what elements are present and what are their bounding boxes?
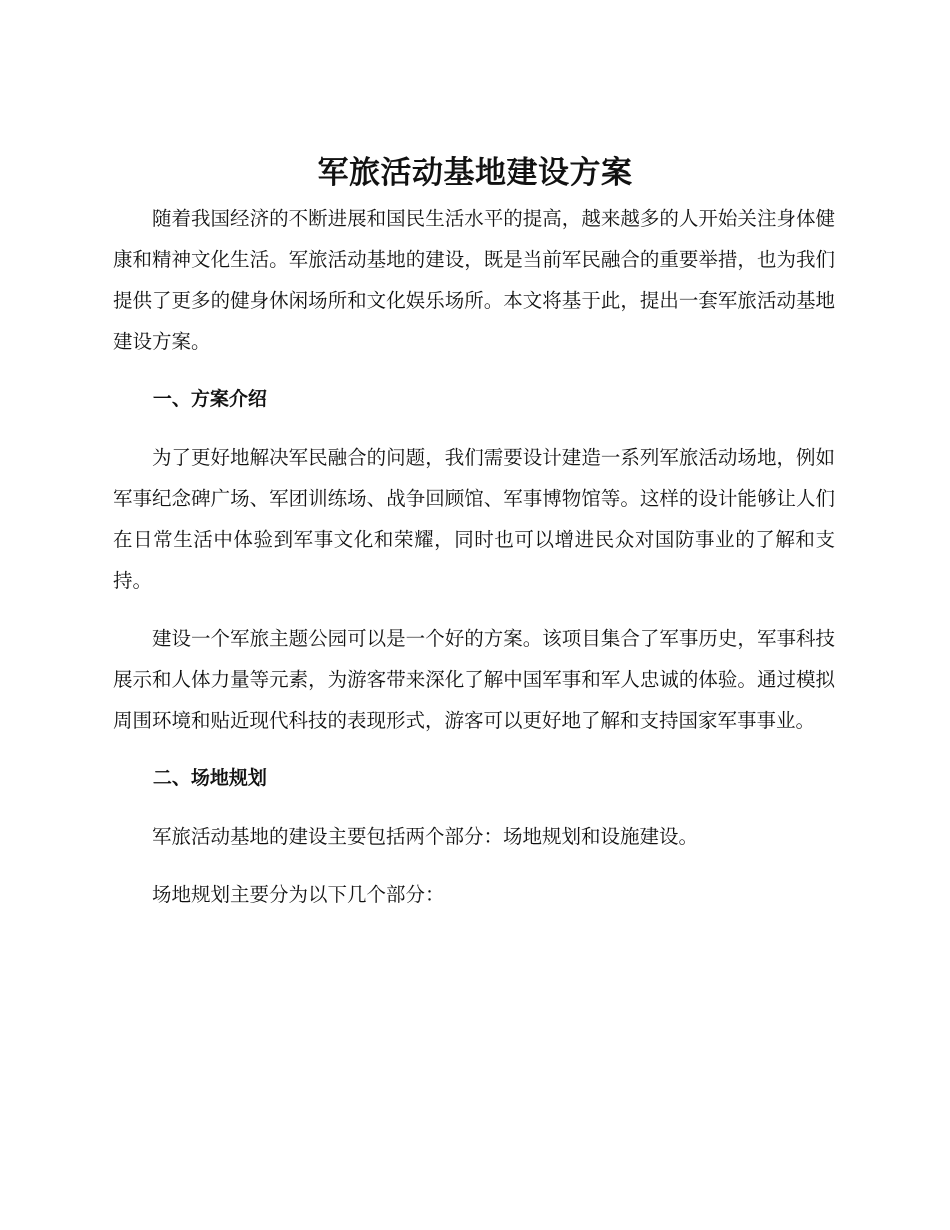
section1-paragraph-1: 为了更好地解决军民融合的问题，我们需要设计建造一系列军旅活动场地，例如军事纪念碑广场、军团训练场、战争回顾馆、军事博物馆等。这样的设计能够让人们在日常生活中体验到军事文化和荣耀，同时也可以增进民众对国防事业的了解和支持。 (113, 446, 835, 592)
section-heading-site-planning: 二、场地规划 (152, 767, 267, 789)
intro-paragraph: 随着我国经济的不断进展和国民生活水平的提高，越来越多的人开始关注身体健康和精神文化生活。军旅活动基地的建设，既是当前军民融合的重要举措，也为我们提供了更多的健身休闲场所和文化娱乐场所。本文将基于此，提出一套军旅活动基地建设方案。 (113, 207, 835, 353)
document-title: 军旅活动基地建设方案 (317, 155, 633, 191)
document-body (113, 198, 835, 915)
section2-paragraph-1: 军旅活动基地的建设主要包括两个部分：场地规划和设施建设。 (152, 825, 699, 848)
section1-paragraph-2: 建设一个军旅主题公园可以是一个好的方案。该项目集合了军事历史，军事科技展示和人体力量等元素，为游客带来深化了解中国军事和军人忠诚的体验。通过模拟周围环境和贴近现代科技的表现形式，游客可以更好地了解和支持国家军事事业。 (113, 627, 835, 732)
section2-paragraph-2: 场地规划主要分为以下几个部分： (152, 883, 445, 906)
section-heading-plan-intro: 一、方案介绍 (152, 388, 267, 410)
